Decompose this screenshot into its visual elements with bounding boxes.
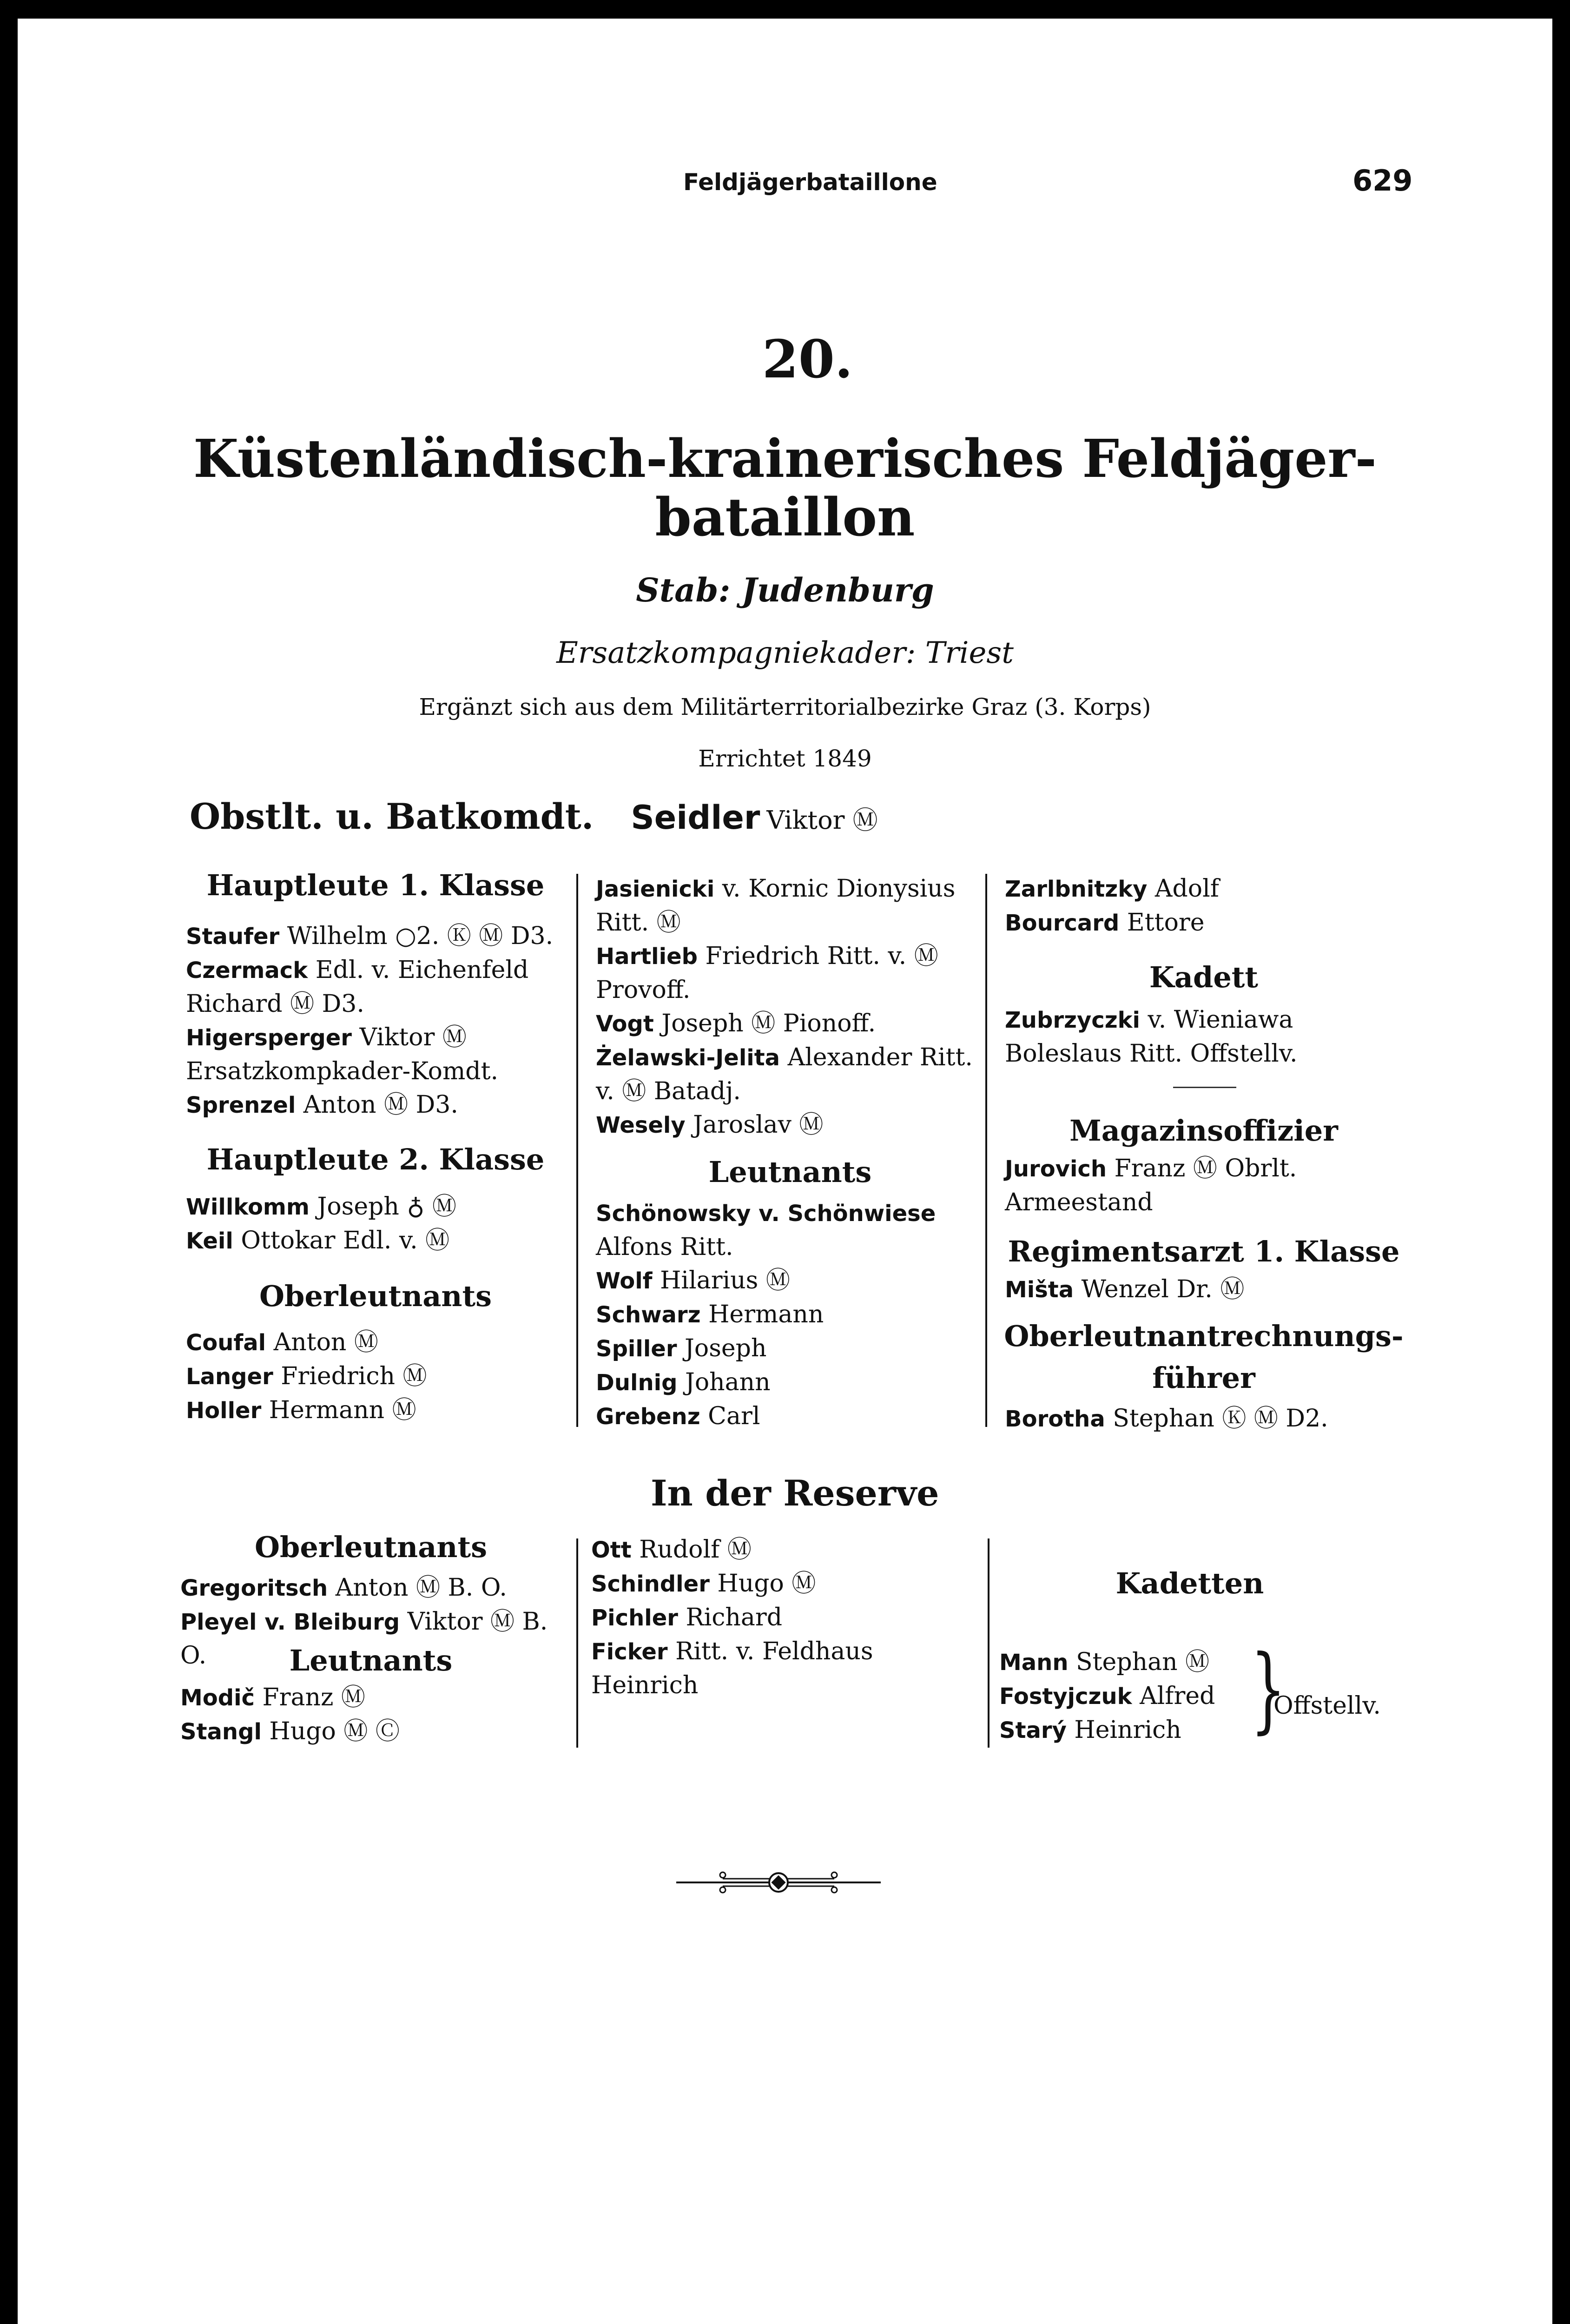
list-oberleutnants	[186, 1326, 572, 1427]
entry-details: Hugo Ⓜ Ⓒ	[261, 1717, 400, 1745]
entry-details: Alexander Ritt. v. Ⓜ Batadj.	[596, 1043, 973, 1105]
reserve-heading: In der Reserve	[651, 1472, 939, 1514]
entry-surname: Jasienicki	[596, 876, 715, 902]
entry-details: Friedrich Ⓜ	[273, 1362, 427, 1390]
entry-surname: Higersperger	[186, 1025, 352, 1051]
list-item	[999, 1645, 1260, 1679]
brace-icon: }	[1250, 1635, 1286, 1743]
list-item	[591, 1567, 982, 1601]
entry-surname: Gregoritsch	[180, 1575, 328, 1601]
entry-details: Friedrich Ritt. v. Ⓜ Provoff.	[596, 942, 938, 1004]
entry-surname: Fostyjczuk	[999, 1684, 1132, 1710]
list-item	[596, 1298, 986, 1332]
entry-details: Stephan Ⓚ Ⓜ D2.	[1105, 1405, 1328, 1433]
entry-surname: Staufer	[186, 924, 280, 950]
commander-line	[190, 796, 878, 837]
entry-details: Alfred	[1132, 1682, 1215, 1710]
list-item	[596, 1196, 986, 1264]
list-item	[1005, 1273, 1405, 1307]
entry-details: Franz Ⓜ	[255, 1684, 365, 1711]
list-item	[596, 1007, 986, 1041]
reserve-heading-oberleutnants: Oberleutnants	[254, 1530, 488, 1564]
entry-surname: Wolf	[596, 1268, 653, 1294]
list-regimentsarzt	[1005, 1273, 1405, 1307]
list-item	[591, 1601, 982, 1635]
entry-surname: Stangl	[180, 1719, 262, 1745]
list-item	[1005, 906, 1405, 940]
page-number: 629	[1352, 164, 1413, 198]
entry-surname: Vogt	[596, 1011, 654, 1037]
heading-hauptleute-2: Hauptleute 2. Klasse	[206, 1142, 545, 1176]
entry-surname: Hartlieb	[596, 944, 698, 970]
entry-details: Viktor Ⓜ Ersatzkompkader-Komdt.	[186, 1023, 498, 1085]
entry-surname: Zarlbnitzky	[1005, 876, 1148, 902]
entry-surname: Schwarz	[596, 1302, 701, 1328]
scan-border-left	[0, 0, 18, 2324]
reserve-column-rule-2	[988, 1538, 989, 1748]
entry-details: Anton Ⓜ B. O.	[328, 1574, 507, 1602]
entry-surname: Wesely	[596, 1112, 686, 1138]
list-item	[186, 1190, 572, 1224]
entry-details: Jaroslav Ⓜ	[685, 1111, 824, 1139]
reserve-column-rule-1	[576, 1538, 578, 1748]
entry-surname: Schönowsky v. Schönwiese	[596, 1201, 936, 1227]
list-item	[186, 953, 572, 1021]
list-item	[596, 939, 986, 1007]
list-item	[596, 1366, 986, 1400]
entry-details: Ettore	[1119, 909, 1205, 937]
entry-surname: Holler	[186, 1398, 262, 1424]
running-title: Feldjägerbataillone	[683, 169, 937, 196]
scan-border-right	[1552, 0, 1570, 2324]
entry-details: Wilhelm ○2. Ⓚ Ⓜ D3.	[279, 922, 554, 950]
entry-details: Edl. v. Eichenfeld Richard Ⓜ D3.	[186, 956, 529, 1018]
entry-surname: Langer	[186, 1364, 273, 1390]
list-item	[591, 1533, 982, 1567]
entry-details: Alfons Ritt.	[596, 1233, 733, 1261]
scan-border-top	[0, 0, 1570, 19]
list-col2-top	[596, 872, 986, 1142]
ornament-icon	[676, 1868, 881, 1896]
entry-details: Franz Ⓜ Obrlt. Armeestand	[1005, 1155, 1297, 1216]
entry-surname: Jurovich	[1005, 1156, 1107, 1182]
entry-surname: Ficker	[591, 1639, 668, 1665]
entry-surname: Willkomm	[186, 1194, 310, 1220]
heading-regimentsarzt: Regimentsarzt 1. Klasse	[1008, 1235, 1400, 1268]
entry-surname: Bourcard	[1005, 910, 1120, 936]
unit-title-line2: bataillon	[655, 487, 915, 548]
list-item	[596, 1264, 986, 1298]
entry-details: Viktor Ⓜ B. O.	[180, 1608, 548, 1670]
entry-surname: Czermack	[186, 957, 308, 984]
entry-surname: Pleyel v. Bleiburg	[180, 1609, 400, 1635]
entry-details: Stephan Ⓜ	[1068, 1648, 1210, 1676]
heading-leutnants: Leutnants	[708, 1155, 872, 1189]
stab-location: Stab: Judenburg	[636, 571, 934, 609]
reserve-list-col2	[591, 1533, 982, 1702]
entry-details: Joseph	[677, 1334, 767, 1362]
entry-details: Heinrich	[1066, 1716, 1181, 1744]
list-item	[186, 1393, 572, 1427]
entry-surname: Pichler	[591, 1605, 678, 1631]
entry-surname: Modič	[180, 1685, 255, 1711]
entry-surname: Grebenz	[596, 1404, 700, 1430]
heading-oberleutnantrechnungsfuehrer-1: Oberleutnantrechnungs-	[1004, 1319, 1404, 1353]
entry-details: Ritt. v. Feldhaus Heinrich	[591, 1637, 873, 1699]
entry-surname: Borotha	[1005, 1406, 1105, 1432]
entry-details: Adolf	[1147, 875, 1219, 903]
reserve-heading-kadetten: Kadetten	[1115, 1566, 1264, 1600]
list-item	[180, 1681, 571, 1715]
entry-details: Hermann Ⓜ	[261, 1396, 416, 1424]
list-item	[1005, 1152, 1405, 1219]
list-item	[591, 1635, 982, 1702]
commander-rank: Obstlt. u. Batkomdt.	[190, 796, 594, 837]
list-item	[186, 919, 572, 953]
list-item	[186, 1326, 572, 1360]
entry-surname: Mišta	[1005, 1277, 1074, 1303]
list-hauptleute-2	[186, 1190, 572, 1258]
divider-short	[1173, 1087, 1236, 1088]
heading-oberleutnantrechnungsfuehrer-2: führer	[1152, 1361, 1255, 1395]
entry-surname: Keil	[186, 1228, 233, 1254]
entry-surname: Ott	[591, 1537, 632, 1563]
reserve-list-kadetten	[999, 1645, 1260, 1747]
list-item	[999, 1679, 1260, 1713]
entry-details: Hilarius Ⓜ	[652, 1267, 790, 1294]
entry-surname: Sprenzel	[186, 1092, 296, 1118]
entry-details: Johann	[677, 1368, 771, 1396]
entry-details: Joseph Ⓜ Pionoff.	[653, 1010, 876, 1037]
list-item	[596, 872, 986, 939]
ersatz-location: Ersatzkompagniekader: Triest	[556, 636, 1014, 670]
founded-year: Errichtet 1849	[698, 745, 872, 772]
list-item	[1005, 1003, 1405, 1070]
entry-details: Richard	[678, 1604, 783, 1631]
unit-number: 20.	[762, 329, 853, 390]
entry-details: Anton Ⓜ	[266, 1328, 378, 1356]
list-item	[186, 1021, 572, 1088]
entry-surname: Coufal	[186, 1330, 266, 1356]
list-item	[186, 1360, 572, 1393]
reserve-heading-leutnants: Leutnants	[289, 1644, 453, 1677]
list-leutnants	[596, 1196, 986, 1433]
kadetten-note: Offstellv.	[1273, 1692, 1381, 1720]
list-magazinsoffizier	[1005, 1152, 1405, 1219]
entry-details: Carl	[700, 1402, 760, 1430]
list-item	[1005, 872, 1405, 906]
commander-given: Viktor Ⓜ	[766, 805, 878, 835]
list-hauptleute-1	[186, 919, 572, 1122]
entry-surname: Żelawski-Jelita	[596, 1045, 780, 1071]
entry-surname: Zubrzyczki	[1005, 1007, 1140, 1033]
entry-details: Hermann	[700, 1301, 824, 1328]
entry-details: v. Kornic Dionysius Ritt. Ⓜ	[596, 875, 956, 937]
entry-surname: Starý	[999, 1717, 1067, 1743]
list-kadett	[1005, 1003, 1405, 1070]
entry-details: Anton Ⓜ D3.	[296, 1091, 458, 1119]
commander-surname: Seidler	[631, 799, 760, 837]
heading-hauptleute-1: Hauptleute 1. Klasse	[206, 868, 545, 902]
list-item	[186, 1224, 572, 1258]
entry-details: Rudolf Ⓜ	[631, 1536, 752, 1564]
entry-surname: Mann	[999, 1650, 1069, 1676]
list-item	[180, 1715, 571, 1749]
column-rule-2	[985, 874, 987, 1427]
entry-details: Ottokar Edl. v. Ⓜ	[233, 1227, 450, 1254]
heading-magazinsoffizier: Magazinsoffizier	[1069, 1114, 1338, 1148]
list-item	[180, 1571, 571, 1605]
column-rule-1	[576, 874, 578, 1427]
list-oberleutnantrechnungsfuehrer	[1005, 1402, 1405, 1436]
list-col3-top	[1005, 872, 1405, 940]
entry-surname: Spiller	[596, 1336, 677, 1362]
entry-details: Wenzel Dr. Ⓜ	[1074, 1275, 1245, 1303]
list-item	[596, 1332, 986, 1366]
entry-details: v. Wieniawa Boleslaus Ritt. Offstellv.	[1005, 1006, 1298, 1068]
heading-oberleutnants: Oberleutnants	[259, 1279, 492, 1313]
list-item	[186, 1088, 572, 1122]
unit-title-line1: Küstenländisch-krainerisches Feldjäger-	[193, 429, 1377, 489]
list-item	[596, 1108, 986, 1142]
reserve-list-leutnants	[180, 1681, 571, 1749]
entry-details: Hugo Ⓜ	[709, 1570, 816, 1598]
entry-details: Joseph ♁ Ⓜ	[309, 1193, 456, 1221]
list-item	[999, 1713, 1260, 1747]
list-item	[1005, 1402, 1405, 1436]
entry-surname: Schindler	[591, 1571, 710, 1597]
list-item	[596, 1400, 986, 1433]
entry-surname: Dulnig	[596, 1370, 678, 1396]
recruitment-district: Ergänzt sich aus dem Militärterritorialbezirke Graz (3. Korps)	[419, 693, 1151, 720]
list-item	[596, 1041, 986, 1108]
heading-kadett: Kadett	[1149, 960, 1259, 994]
